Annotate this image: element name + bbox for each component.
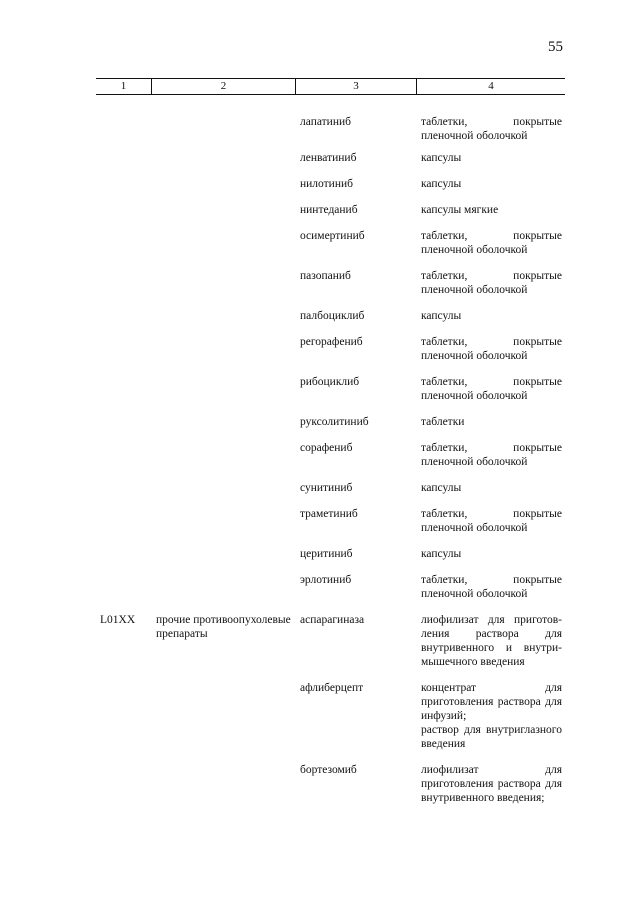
drug-name: [295, 115, 416, 143]
group-name: [151, 763, 295, 805]
dosage-form-text: таблетки, покрытые пленочной оболочкой: [421, 442, 562, 468]
drug-name-text: церитиниб: [300, 548, 353, 560]
table-row: [96, 415, 565, 429]
table-row: [96, 573, 565, 601]
dosage-form-extra: раствор для внутриглазного введения: [421, 724, 562, 750]
dosage-form-text: таблетки, покрытые пленочной оболочкой: [421, 574, 562, 600]
atc-code: [96, 115, 151, 143]
dosage-form: [416, 415, 565, 429]
dosage-form-text: капсулы: [421, 310, 462, 322]
dosage-form-text: капсулы: [421, 152, 462, 164]
group-name: [151, 229, 295, 257]
drug-name-text: ленватиниб: [300, 152, 357, 164]
table-row: [96, 375, 565, 403]
drug-name-text: бортезомиб: [300, 764, 357, 776]
atc-code: [96, 229, 151, 257]
drug-name-text: руксолитиниб: [300, 416, 369, 428]
atc-code: [96, 335, 151, 363]
dosage-form: [416, 547, 565, 561]
drug-name-text: лапатиниб: [300, 116, 351, 128]
atc-code: [96, 547, 151, 561]
table-body: [96, 94, 565, 805]
drug-name-text: осимертиниб: [300, 230, 365, 242]
table-row: [96, 763, 565, 805]
group-name: [151, 613, 295, 669]
drug-name-text: сунитиниб: [300, 482, 353, 494]
group-name: [151, 203, 295, 217]
atc-code: [96, 507, 151, 535]
dosage-form-text: таблетки, покрытые пленочной оболочкой: [421, 336, 562, 362]
drug-name-text: эрлотиниб: [300, 574, 352, 586]
drug-name: [295, 229, 416, 257]
atc-code: [96, 573, 151, 601]
group-name: [151, 573, 295, 601]
drug-name-text: афлиберцепт: [300, 682, 364, 694]
group-name: [151, 441, 295, 469]
drug-name-text: траметиниб: [300, 508, 358, 520]
table-header: [96, 78, 565, 95]
group-name: [151, 681, 295, 751]
group-name: [151, 415, 295, 429]
dosage-form: [416, 177, 565, 191]
table-row: [96, 613, 565, 669]
table-row: [96, 269, 565, 297]
drug-name: [295, 151, 416, 165]
drug-name-text: нилотиниб: [300, 178, 353, 190]
dosage-form-text: капсулы: [421, 178, 462, 190]
drug-name: [295, 441, 416, 469]
dosage-form: [416, 309, 565, 323]
dosage-form: [416, 229, 565, 257]
dosage-form: [416, 203, 565, 217]
group-name-text: прочие противоопухолевые препараты: [156, 614, 291, 640]
atc-code: [96, 151, 151, 165]
drug-name: [295, 375, 416, 403]
dosage-form-text: лиофилизат для приготов-ления раствора для внутривенного и внутри-мышечного введения: [421, 614, 562, 668]
group-name: [151, 151, 295, 165]
dosage-form-text: капсулы: [421, 482, 462, 494]
drug-name: [295, 203, 416, 217]
atc-code: [96, 415, 151, 429]
atc-code: [96, 481, 151, 495]
dosage-form: [416, 375, 565, 403]
dosage-form-text: концентрат для приготовления раствора для инфузий;: [421, 682, 562, 722]
drug-name-text: сорафениб: [300, 442, 353, 454]
table-row: [96, 441, 565, 469]
header-col-4: 4: [416, 79, 565, 94]
drug-name-text: рибоциклиб: [300, 376, 360, 388]
drug-name-text: палбоциклиб: [300, 310, 365, 322]
dosage-form: [416, 507, 565, 535]
group-name: [151, 115, 295, 143]
drug-name: [295, 177, 416, 191]
dosage-form: [416, 763, 565, 805]
atc-code-text: L01XX: [100, 614, 136, 626]
dosage-form: [416, 335, 565, 363]
header-col-2: 2: [151, 79, 295, 94]
table-row: [96, 115, 565, 143]
dosage-form-text: таблетки, покрытые пленочной оболочкой: [421, 508, 562, 534]
table-row: [96, 507, 565, 535]
dosage-form: [416, 151, 565, 165]
atc-code: [96, 269, 151, 297]
table-row: [96, 151, 565, 165]
dosage-form-text: таблетки, покрытые пленочной оболочкой: [421, 376, 562, 402]
group-name: [151, 335, 295, 363]
table-row: [96, 203, 565, 217]
dosage-form-text: таблетки: [421, 416, 465, 428]
dosage-form-text: таблетки, покрытые пленочной оболочкой: [421, 230, 562, 256]
table-row: [96, 177, 565, 191]
table-row: [96, 309, 565, 323]
table-row: [96, 335, 565, 363]
atc-code: [96, 441, 151, 469]
atc-code: [96, 203, 151, 217]
dosage-form: [416, 681, 565, 751]
drug-name: [295, 507, 416, 535]
dosage-form: [416, 481, 565, 495]
dosage-form: [416, 441, 565, 469]
dosage-form: [416, 573, 565, 601]
table-row: [96, 229, 565, 257]
drug-name: [295, 415, 416, 429]
drug-name: [295, 613, 416, 669]
table-row: [96, 681, 565, 751]
drug-name: [295, 681, 416, 751]
dosage-form-text: капсулы мягкие: [421, 204, 499, 216]
atc-code: [96, 375, 151, 403]
atc-code: [96, 309, 151, 323]
header-col-3: 3: [295, 79, 416, 94]
group-name: [151, 481, 295, 495]
dosage-form: [416, 269, 565, 297]
table-row: [96, 481, 565, 495]
atc-code: [96, 177, 151, 191]
dosage-form: [416, 613, 565, 669]
atc-code: [96, 763, 151, 805]
drug-name-text: пазопаниб: [300, 270, 351, 282]
dosage-form-text: таблетки, покрытые пленочной оболочкой: [421, 270, 562, 296]
table-row: [96, 547, 565, 561]
dosage-form: [416, 115, 565, 143]
group-name: [151, 547, 295, 561]
drug-name: [295, 573, 416, 601]
atc-code: [96, 613, 151, 669]
drug-name: [295, 335, 416, 363]
group-name: [151, 309, 295, 323]
page-number: 55: [548, 39, 563, 55]
dosage-form-text: таблетки, покрытые пленочной оболочкой: [421, 116, 562, 142]
dosage-form-text: капсулы: [421, 548, 462, 560]
atc-code: [96, 681, 151, 751]
group-name: [151, 507, 295, 535]
drug-name: [295, 763, 416, 805]
dosage-form-text: лиофилизат для приготовления раствора для внутривенного введения;: [421, 764, 562, 804]
drug-name: [295, 547, 416, 561]
drug-name-text: аспарагиназа: [300, 614, 365, 626]
drug-name-text: регорафениб: [300, 336, 363, 348]
drug-name: [295, 481, 416, 495]
drug-name: [295, 309, 416, 323]
header-col-1: 1: [120, 80, 127, 92]
group-name: [151, 177, 295, 191]
drug-name: [295, 269, 416, 297]
drug-name-text: нинтеданиб: [300, 204, 358, 216]
group-name: [151, 269, 295, 297]
group-name: [151, 375, 295, 403]
